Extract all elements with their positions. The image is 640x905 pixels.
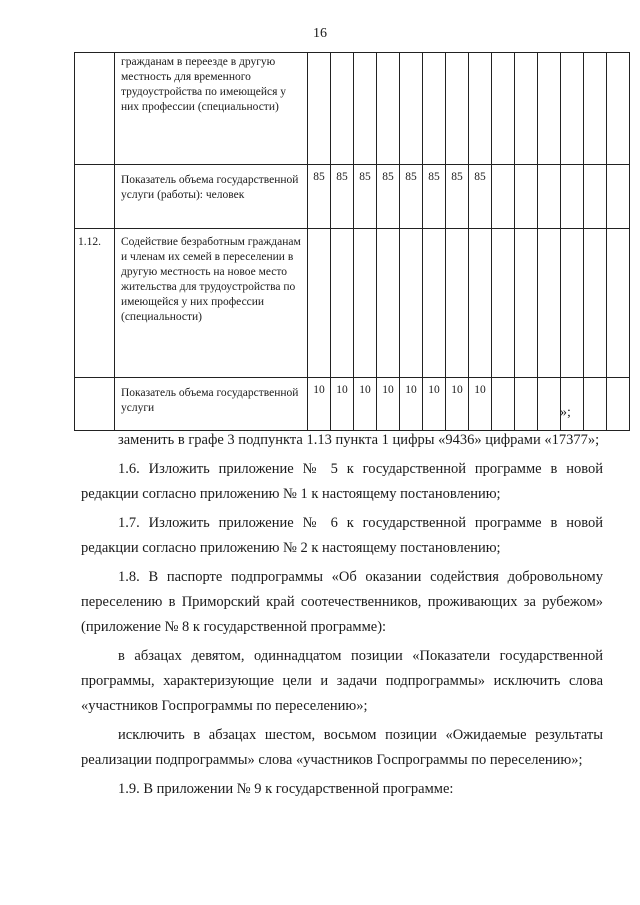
row-number: 1.12. xyxy=(75,229,115,378)
body-text xyxy=(81,428,603,806)
value-cell: 10 xyxy=(377,378,400,431)
value-cell xyxy=(561,165,584,229)
value-cell: 10 xyxy=(446,378,469,431)
value-cell xyxy=(354,229,377,378)
value-cell: 10 xyxy=(469,378,492,431)
value-cell xyxy=(469,229,492,378)
row-number xyxy=(75,378,115,431)
value-cell xyxy=(492,53,515,165)
value-cell xyxy=(515,53,538,165)
value-cell xyxy=(492,378,515,431)
value-cell: 10 xyxy=(331,378,354,431)
value-cell: 85 xyxy=(400,165,423,229)
value-cell xyxy=(400,53,423,165)
value-cell xyxy=(400,229,423,378)
table-row xyxy=(75,165,630,229)
value-cell xyxy=(446,229,469,378)
value-cell: 10 xyxy=(308,378,331,431)
paragraph-1-6: 1.6. Изложить приложение № 5 к государственной программе в новой редакции согласно приложению № 1 к настоящему постановлению; xyxy=(81,461,603,502)
row-number xyxy=(75,165,115,229)
row-description: Показатель объема государственной услуги xyxy=(115,378,308,431)
paragraph-replace-digits: заменить в графе 3 подпункта 1.13 пункта 1 цифры «9436» цифрами «17377»; xyxy=(118,432,600,448)
value-cell xyxy=(538,229,561,378)
value-cell xyxy=(584,53,607,165)
value-cell: 85 xyxy=(423,165,446,229)
value-cell xyxy=(377,53,400,165)
value-cell xyxy=(607,378,630,431)
value-cell xyxy=(561,229,584,378)
value-cell: 85 xyxy=(377,165,400,229)
table-closing-quote: »; xyxy=(560,405,571,420)
paragraph-abzac-6-8: исключить в абзацах шестом, восьмом позиции «Ожидаемые результаты реализации подпрограммы» слова «участников Госпрограммы по переселению»; xyxy=(81,727,603,768)
table-row xyxy=(75,378,630,431)
value-cell: 85 xyxy=(354,165,377,229)
value-cell: 85 xyxy=(469,165,492,229)
value-cell: 85 xyxy=(308,165,331,229)
value-cell xyxy=(607,229,630,378)
row-number xyxy=(75,53,115,165)
paragraph-abzac-9-11: в абзацах девятом, одиннадцатом позиции «Показатели государственной программы, характеризующие цели и задачи подпрограммы» исключить слова «участников Госпрограммы по переселению»; xyxy=(81,648,603,714)
value-cell: 85 xyxy=(331,165,354,229)
value-cell xyxy=(423,53,446,165)
table-row xyxy=(75,53,630,165)
value-cell xyxy=(561,53,584,165)
value-cell: 85 xyxy=(446,165,469,229)
row-description: Содействие безработным гражданам и членам их семей в переселении в другую местность на новое место жительства для трудоустройства по имеющейся у них профессии (специальности) xyxy=(115,229,308,378)
value-cell xyxy=(607,165,630,229)
value-cell xyxy=(469,53,492,165)
value-cell xyxy=(515,165,538,229)
value-cell xyxy=(538,165,561,229)
value-cell xyxy=(377,229,400,378)
value-cell xyxy=(538,378,561,431)
program-indicators-table xyxy=(74,52,630,431)
value-cell xyxy=(492,229,515,378)
value-cell xyxy=(515,229,538,378)
value-cell xyxy=(492,165,515,229)
value-cell xyxy=(584,378,607,431)
value-cell xyxy=(331,53,354,165)
value-cell xyxy=(423,229,446,378)
value-cell xyxy=(354,53,377,165)
value-cell: 10 xyxy=(423,378,446,431)
paragraph-1-7: 1.7. Изложить приложение № 6 к государственной программе в новой редакции согласно приложению № 2 к настоящему постановлению; xyxy=(81,515,603,556)
value-cell xyxy=(538,53,561,165)
value-cell xyxy=(584,165,607,229)
value-cell xyxy=(515,378,538,431)
value-cell xyxy=(607,53,630,165)
row-description: Показатель объема государственной услуги (работы): человек xyxy=(115,165,308,229)
value-cell: 10 xyxy=(354,378,377,431)
value-cell: 10 xyxy=(400,378,423,431)
value-cell xyxy=(584,229,607,378)
value-cell xyxy=(308,229,331,378)
paragraph-1-9: 1.9. В приложении № 9 к государственной программе: xyxy=(118,781,454,797)
value-cell xyxy=(308,53,331,165)
paragraph-1-8: 1.8. В паспорте подпрограммы «Об оказании содействия добровольному переселению в Приморский край соотечественников, проживающих за рубежом» (приложение № 8 к государственной программе): xyxy=(81,569,603,635)
value-cell xyxy=(446,53,469,165)
value-cell xyxy=(561,378,584,431)
row-description: гражданам в переезде в другую местность для временного трудоустройства по имеющейся у них профессии (специальности) xyxy=(115,53,308,165)
table-row xyxy=(75,229,630,378)
value-cell xyxy=(331,229,354,378)
page-number: 16 xyxy=(313,26,327,41)
